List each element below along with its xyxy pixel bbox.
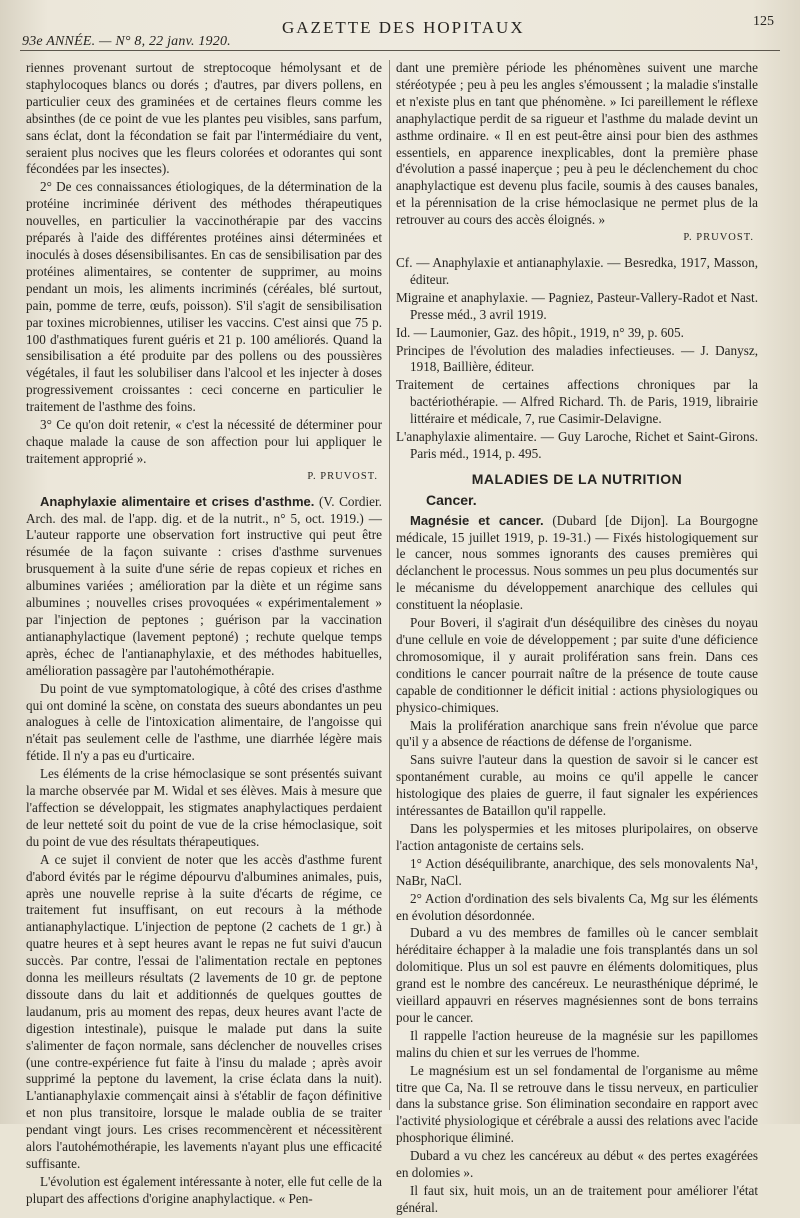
article-reference: (Dubard [de Dijon]. La Bourgogne médicale, 15 juillet 1919, p. 19-31.) [396, 512, 759, 545]
article-anaphylaxie [26, 494, 382, 680]
paragraph: L'évolution est également intéressante à noter, elle fut celle de la plupart des affections d'origine anaphylactique. « Pen- [26, 1173, 382, 1206]
reference-item: Principes de l'évolution des maladies infectieuses. — J. Danysz, 1918, Baillière, éditeur. [396, 342, 758, 375]
paragraph: 3° Ce qu'on doit retenir, « c'est la nécessité de déterminer pour chaque malade la cause de son affection pour lui appliquer le traitement approprié ». [26, 417, 382, 466]
paragraph: Les éléments de la crise hémoclasique se sont présentés suivant la marche observée par M. Widal et ses élèves. Mais à mesure que l'affection se développait, les stigmates anaphylactiques perdaient de leur netteté soit du point de vue de la crise hémoclasique, soit du point de vue des résultats thérapeutiques. [26, 766, 382, 849]
reference-item: Id. — Laumonier, Gaz. des hôpit., 1919, n° 39, p. 605. [396, 324, 684, 340]
paragraph: riennes provenant surtout de streptocoque hémolysant et de staphylocoques blancs ou dorés ; d'autres, par divers pollens, en particulier ceux des graminées et de certaines fleurs comme les absinthes (de ce point de vue les plantes peu visibles, sans parfum, sans éclat, dont la fécondation se fait par l'intermédiaire du vent, seraient plus nocives que les fleurs colorées et odorantes qui sont fécondées par les insectes). [26, 60, 382, 177]
paragraph: Il faut six, huit mois, un an de traitement pour améliorer l'état général. [396, 1183, 758, 1215]
page-number: 125 [753, 14, 774, 29]
paragraph: Mais la prolifération anarchique sans frein n'évolue que parce qu'il y a absence de réactions de défense de l'organisme. [396, 717, 758, 750]
article-title: Magnésie et cancer. [410, 512, 544, 528]
reference-item: L'anaphylaxie alimentaire. — Guy Laroche, Richet et Saint-Girons. Paris méd., 1914, p. 495. [396, 429, 758, 461]
article-reference: (V. Cordier. Arch. des mal. de l'app. dig. et de la nutrit., n° 5, oct. 1919.) [26, 493, 382, 526]
journal-title: GAZETTE DES HOPITAUX [282, 18, 525, 37]
paragraph: Sans suivre l'auteur dans la question de savoir si le cancer est spontanément curable, au moins ce qu'il appelle le cancer histologique des plaies de guerre, il faut signaler les expériences intéressantes de Bataillon qu'il rappelle. [396, 752, 758, 819]
article-title: Anaphylaxie alimentaire et crises d'asthme. [40, 493, 315, 509]
paragraph: Dubard a vu chez les cancéreux au début « des pertes exagérées en dolomies ». [396, 1148, 758, 1181]
paragraph: A ce sujet il convient de noter que les accès d'asthme furent d'abord évités par le régime dépourvu d'albumines animales, puis, après une nouvelle reprise à la suite d'écarts de régime, ce traitement fut insuffisant, on eut recours à la méthode antianaphylactique. L'injection de peptone (2 cachets de 1 gr.) à quatre heures et à sept heures avant le repas ne fut suivi d'aucun succès. Par contre, l'essai de l'alimentation rectale en peptones donna les meilleurs résultats (2 lavements de 10 gr. de peptone dissoute dans du lait et additionnés de quelques gouttes de laudanum, pris au moment des repas, deux heures avant l'acte de digestion intestinale), puisque le malade put dans la suite s'alimenter de façon normale, sans déclencher de nouvelles crises (une contre-expérience fut faite à l'insu du malade ; après avoir supprimé la peptone du lavement, la crise éclata dans la nuit). L'antianaphylaxie commençait ainsi à s'établir de façon définitive et non plus transitoire, lorsque le malade oublia de se traiter pendant vingt jours. Les crises recommencèrent et nécessitèrent alors l'autohémothérapie, les lavements n'ayant plus une efficacité suffisante. [26, 851, 382, 1171]
issue-info: 93e ANNÉE. — N° 8, 22 janv. 1920. [22, 34, 231, 49]
reference-item: Cf. — Anaphylaxie et antianaphylaxie. — Besredka, 1917, Masson, éditeur. [396, 254, 758, 287]
paragraph: Dubard a vu des membres de familles où le cancer semblait héréditaire échapper à la maladie une fois transplantés dans un sol dolomitique. Plus un sol est pauvre en éléments dolomitiques, plus grand est le nombre des cancéreux. Le neurasthénique déprimé, le vieillard appauvri en réserves magnésiennes sont de bons terrains pour le cancer. [396, 925, 758, 1025]
author-signature: P. PRUVOST. [683, 232, 754, 244]
paragraph: Dans les polyspermies et les mitoses pluripolaires, on observe l'action antagoniste de certains sels. [396, 820, 758, 853]
subsection-heading: Cancer. [426, 491, 477, 508]
paragraph: 2° Action d'ordination des sels bivalents Ca, Mg sur les éléments en évolution désordonnée. [396, 890, 758, 923]
right-column [396, 60, 758, 1218]
paragraph: Le magnésium est un sel fondamental de l'organisme au même titre que Ca, Na. Il se retrouve dans le tissu nerveux, en particulier dans la substance grise. Son élimination secondaire en rapport avec l'activité physiologique et cérébrale a aussi des relations avec l'acide phosphorique éliminé. [396, 1062, 758, 1146]
author-signature: P. PRUVOST. [307, 470, 378, 482]
article-magnesie [396, 513, 758, 614]
header-rule [20, 50, 780, 51]
page-header [22, 12, 778, 50]
paragraph: Du point de vue symptomatologique, à côté des crises d'asthme qui ont dominé la scène, on constata des sueurs abondantes un peu analogues à celle de l'intoxication alimentaire, de l'angoisse qui n'était pas seulement celle de l'asthme, une diarrhée légère mais fétide. Il n'y a pas eu d'urticaire. [26, 680, 382, 764]
paragraph: dant une première période les phénomènes suivent une marche stéréotypée ; peu à peu les angles s'émoussent ; la maladie s'installe et n'existe plus en tant que phénomène. » Ici pareillement le réflexe anaphylactique perdit de sa rigueur et l'asthme du malade devint un asthme ordinaire. « Il en est peut-être ainsi pour bien des asthmes essentiels, en apparence inexplicables, dont la première phase d'évolution a passé inaperçue ; peu à peu le déclenchement du choc anaphylactique est devenu plus facile, soumis à des causes banales, et la pérennisation de la crise hémoclasique ne permet plus de la retrouver au cours des accès éloignés. » [396, 60, 758, 228]
paragraph: Il rappelle l'action heureuse de la magnésie sur les papillomes malins du chien et sur les verrues de l'homme. [396, 1027, 758, 1060]
reference-item: Traitement de certaines affections chroniques par la bactériothérapie. — Alfred Richard. Th. de Paris, 1919, librairie littéraire et médicale, 7, rue Casimir-Delavigne. [396, 377, 758, 427]
left-column [26, 60, 382, 1209]
reference-item: Migraine et anaphylaxie. — Pagniez, Pasteur-Vallery-Radot et Nast. Presse méd., 3 avril 1919. [396, 289, 758, 322]
paragraph: 1° Action déséquilibrante, anarchique, des sels monovalents Na¹, NaBr, NaCl. [396, 855, 758, 888]
section-heading: MALADIES DE LA NUTRITION [471, 470, 683, 487]
column-divider [389, 60, 390, 1110]
paragraph: Pour Boveri, il s'agirait d'un déséquilibre des cinèses du noyau d'une cellule en voie de développement ; par suite d'une déficience chromosomique, il y aurait prolifération sans frein. Dans ces conditions le cancer pourrait naître de la présence de toute cause capable de conditionner le déficit initial : actions physiologiques ou physico-chimiques. [396, 615, 758, 715]
article-lead: — L'auteur rapporte une observation fort instructive qui peut être résumée de la façon suivante : crises d'asthme survenues brusquement à la suite d'une série de repas copieux et riches en albumines variées ; amélioration par la diète et un régime sans albumines ; nouvelles crises provoquées « expérimentalement » par l'injection de peptones ; guérison par la vaccination antianaphylactique (lavement peptoné) ; rechute quelque temps après, échec de l'antianaphylaxie, et des méthodes habituelles, amélioration passagère par l'autohémothérapie. [26, 510, 382, 678]
article-lead: — Fixés histologiquement sur le cancer, nous sommes ignorants des causes premières qui déclanchent le processus. Nous sommes un peu plus documentés sur le mécanisme du développement anarchique des cellules qui constituent la néoplasie. [396, 529, 758, 613]
paragraph: 2° De ces connaissances étiologiques, de la détermination de la protéine incriminée dérivent des méthodes thérapeutiques nouvelles, en particulier la vaccinothérapie par des vaccins préparés à l'aide des différentes protéines ainsi déterminées et inoculés à doses désensibilisantes. En cas de sensibilisation par des protéines alimentaires, se contenter de supprimer, au moins pendant un mois, les aliments incriminés (céréales, blé surtout, pain, pomme de terre, œufs, poisson). S'il s'agit de sensibilisation par toxines microbiennes, utiliser les vaccins. C'est ainsi que 75 p. 100 d'asthmatiques furent guéris et 21 p. 100 améliorés. Quand la sensibilisation a été produite par des pollens ou des poussières végétales, il faut les solubiliser dans l'alcool et les injecter à doses progressivement croissantes : ceci concerne en particulier le traitement de l'asthme des foins. [26, 179, 382, 415]
references [396, 255, 758, 463]
